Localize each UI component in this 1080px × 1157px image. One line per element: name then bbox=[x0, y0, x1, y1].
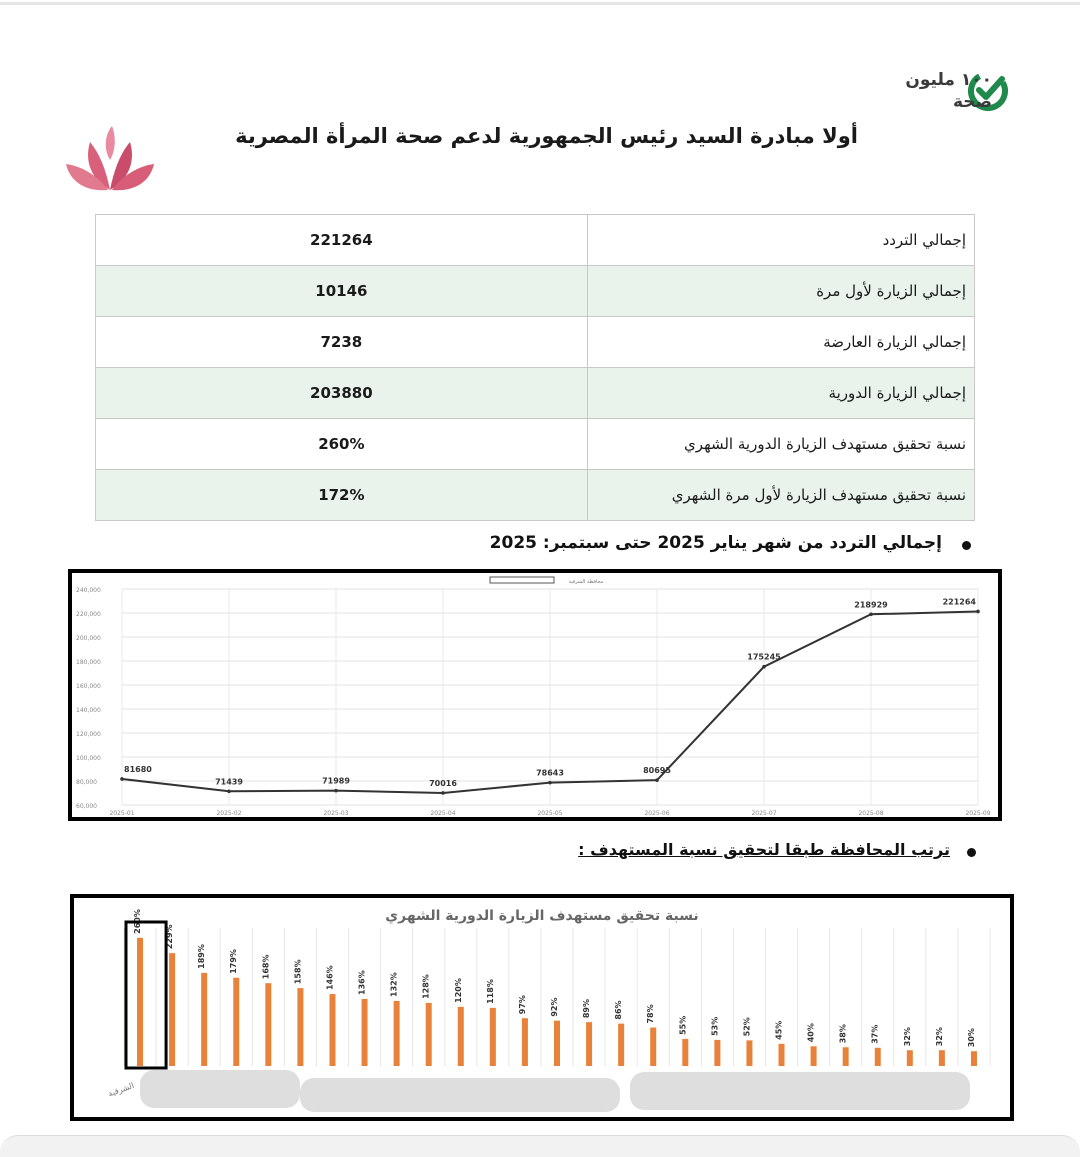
data-point bbox=[227, 789, 231, 793]
redacted-labels bbox=[300, 1078, 620, 1112]
bar bbox=[458, 1007, 464, 1066]
bar bbox=[233, 978, 239, 1066]
section-heading-visits: إجمالي التردد من شهر يناير 2025 حتى سبتمبر: 2025 bbox=[489, 533, 942, 553]
data-label: 80695 bbox=[643, 766, 671, 776]
stats-value: 7238 bbox=[96, 317, 588, 368]
bar bbox=[490, 1008, 496, 1066]
bar-value-label: 45% bbox=[774, 1020, 784, 1040]
stats-value: 10146 bbox=[96, 266, 588, 317]
data-label: 81680 bbox=[124, 764, 152, 774]
lotus-logo-icon bbox=[62, 120, 158, 200]
chart-title: نسبة تحقيق مستهدف الزيارة الدورية الشهري bbox=[385, 908, 699, 924]
bar bbox=[875, 1048, 881, 1066]
bar-value-label: 52% bbox=[742, 1017, 752, 1037]
bar-value-label: 92% bbox=[550, 997, 559, 1017]
bar bbox=[682, 1039, 688, 1066]
statistics-table bbox=[95, 214, 975, 521]
stats-label: إجمالي الزيارة العارضة bbox=[587, 317, 974, 368]
highlight-category-label: الشرقية bbox=[107, 1080, 136, 1099]
data-label: 71439 bbox=[215, 777, 243, 787]
y-tick-label: 80,000 bbox=[76, 779, 97, 786]
bar-value-label: 78% bbox=[646, 1004, 656, 1024]
bar bbox=[522, 1018, 528, 1066]
bullet-icon bbox=[967, 848, 976, 857]
logo-text-line1: ١٠٠ مليون bbox=[905, 70, 992, 90]
bar-value-label: 38% bbox=[838, 1024, 848, 1044]
x-tick-label: 2025-07 bbox=[751, 810, 777, 817]
bar bbox=[939, 1050, 945, 1066]
bottom-bar bbox=[0, 1135, 1080, 1157]
stats-value: 172% bbox=[96, 470, 588, 521]
line-chart-frame bbox=[68, 569, 1002, 821]
bar bbox=[201, 973, 207, 1066]
data-label: 78643 bbox=[536, 768, 564, 778]
x-tick-label: 2025-06 bbox=[644, 810, 670, 817]
y-tick-label: 220,000 bbox=[76, 611, 101, 618]
stats-row bbox=[96, 470, 975, 521]
bar-value-label: 53% bbox=[710, 1016, 720, 1036]
stats-value: 260% bbox=[96, 419, 588, 470]
data-label: 175245 bbox=[747, 652, 781, 662]
y-tick-label: 140,000 bbox=[76, 707, 101, 714]
bar-value-label: 179% bbox=[229, 949, 239, 974]
bar-value-label: 55% bbox=[678, 1015, 688, 1035]
stats-row bbox=[96, 215, 975, 266]
stats-row bbox=[96, 419, 975, 470]
bar bbox=[746, 1040, 752, 1066]
data-point bbox=[869, 612, 873, 616]
data-label: 218929 bbox=[854, 600, 888, 610]
bar-value-label: 30% bbox=[966, 1028, 976, 1048]
bar bbox=[297, 988, 303, 1066]
bar-value-label: 118% bbox=[485, 979, 495, 1004]
bar bbox=[265, 983, 271, 1066]
redacted-labels bbox=[140, 1070, 300, 1108]
bar-value-label: 260% bbox=[133, 909, 143, 934]
bar bbox=[137, 938, 143, 1066]
bar bbox=[811, 1046, 817, 1066]
redacted-labels bbox=[630, 1072, 970, 1110]
bar-value-label: 189% bbox=[197, 944, 207, 969]
stats-row bbox=[96, 266, 975, 317]
stats-label: إجمالي الزيارة لأول مرة bbox=[587, 266, 974, 317]
bar-value-label: 128% bbox=[421, 974, 431, 999]
legend-label: محافظة الشرقية bbox=[568, 579, 604, 585]
bar bbox=[618, 1024, 624, 1066]
bar bbox=[971, 1051, 977, 1066]
bullet-icon bbox=[962, 541, 971, 550]
monthly-visits-line-chart bbox=[72, 573, 998, 817]
y-tick-label: 100,000 bbox=[76, 755, 101, 762]
bar bbox=[394, 1001, 400, 1066]
data-point bbox=[334, 789, 338, 793]
bar-value-label: 97% bbox=[517, 995, 527, 1015]
data-point bbox=[762, 665, 766, 669]
bar-value-label: 120% bbox=[453, 978, 463, 1003]
bar-value-label: 136% bbox=[357, 970, 367, 995]
bar bbox=[907, 1050, 913, 1066]
x-tick-label: 2025-03 bbox=[323, 810, 349, 817]
data-label: 221264 bbox=[942, 597, 976, 607]
bar-value-label: 37% bbox=[870, 1024, 880, 1044]
bar bbox=[169, 953, 175, 1066]
bar bbox=[329, 994, 335, 1066]
y-tick-label: 200,000 bbox=[76, 635, 101, 642]
x-tick-label: 2025-01 bbox=[109, 810, 135, 817]
bar bbox=[779, 1044, 785, 1066]
x-tick-label: 2025-08 bbox=[858, 810, 884, 817]
x-tick-label: 2025-09 bbox=[965, 810, 991, 817]
bar bbox=[714, 1040, 720, 1066]
logo-text-line2: صحة bbox=[953, 92, 992, 112]
data-point bbox=[976, 610, 980, 614]
bar-value-label: 40% bbox=[806, 1023, 816, 1043]
page-title: أولا مبادرة السيد رئيس الجمهورية لدعم صحة المرأة المصرية bbox=[235, 124, 858, 148]
highlight-box bbox=[126, 922, 166, 1068]
y-tick-label: 180,000 bbox=[76, 659, 101, 666]
stats-value: 203880 bbox=[96, 368, 588, 419]
x-tick-label: 2025-05 bbox=[537, 810, 563, 817]
data-point bbox=[548, 781, 552, 785]
stats-row bbox=[96, 317, 975, 368]
top-divider bbox=[0, 2, 1080, 5]
data-label: 71989 bbox=[322, 776, 350, 786]
bar-value-label: 168% bbox=[261, 954, 271, 980]
stats-label: نسبة تحقيق مستهدف الزيارة لأول مرة الشهري bbox=[587, 470, 974, 521]
bar bbox=[586, 1022, 592, 1066]
y-tick-label: 60,000 bbox=[76, 803, 97, 810]
bar-value-label: 86% bbox=[614, 1000, 624, 1020]
section-heading-ranking: ترتب المحافظة طبقا لتحقيق نسبة المستهدف : bbox=[578, 840, 950, 859]
data-point bbox=[441, 791, 445, 795]
stats-label: إجمالي التردد bbox=[587, 215, 974, 266]
stats-label: نسبة تحقيق مستهدف الزيارة الدورية الشهري bbox=[587, 419, 974, 470]
x-tick-label: 2025-04 bbox=[430, 810, 456, 817]
bar bbox=[843, 1047, 849, 1066]
y-tick-label: 240,000 bbox=[76, 587, 101, 594]
y-tick-label: 120,000 bbox=[76, 731, 101, 738]
bar-value-label: 32% bbox=[902, 1027, 912, 1047]
data-label: 70016 bbox=[429, 778, 457, 788]
stats-row bbox=[96, 368, 975, 419]
bar-value-label: 89% bbox=[582, 998, 592, 1019]
bar-value-label: 32% bbox=[934, 1027, 944, 1047]
bar bbox=[362, 999, 368, 1066]
stats-value: 221264 bbox=[96, 215, 588, 266]
stats-label: إجمالي الزيارة الدورية bbox=[587, 368, 974, 419]
bar-value-label: 158% bbox=[293, 959, 303, 985]
bar-value-label: 132% bbox=[389, 972, 399, 997]
y-tick-label: 160,000 bbox=[76, 683, 101, 690]
bar bbox=[426, 1003, 432, 1066]
bar bbox=[554, 1021, 560, 1066]
x-tick-label: 2025-02 bbox=[216, 810, 242, 817]
legend-swatch bbox=[490, 577, 554, 583]
bar bbox=[650, 1028, 656, 1066]
data-point bbox=[120, 777, 124, 781]
bar-value-label: 146% bbox=[325, 965, 335, 991]
bar-value-label: 229% bbox=[165, 924, 175, 950]
data-point bbox=[655, 778, 659, 782]
